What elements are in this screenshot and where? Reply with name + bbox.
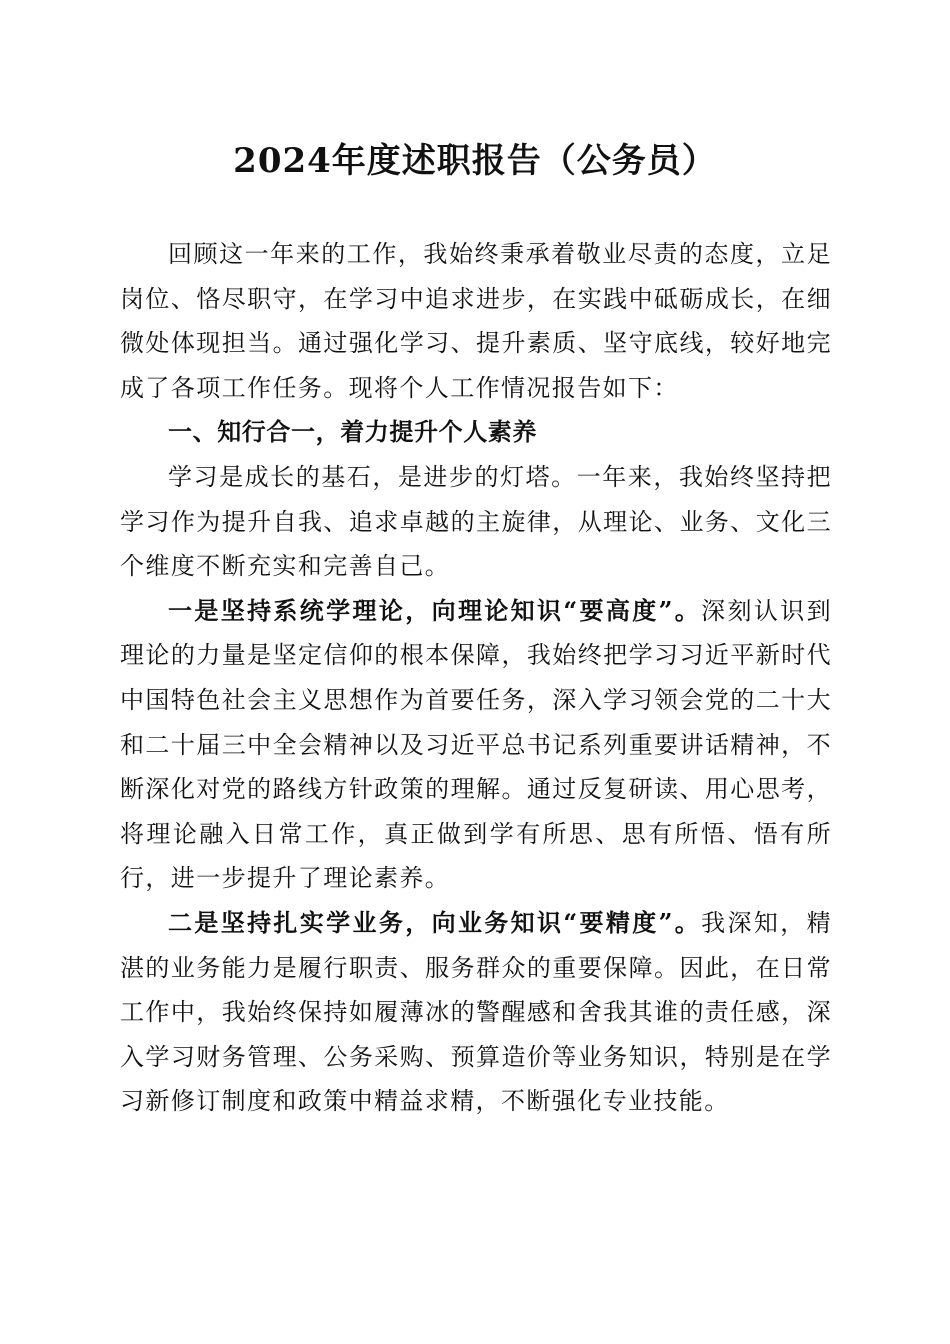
point-one-lead: 一是坚持系统学理论，向理论知识“要高度”。 <box>168 595 702 625</box>
section-intro-paragraph: 学习是成长的基石，是进步的灯塔。一年来，我始终坚持把学习作为提升自我、追求卓越的主旋律，从理论、业务、文化三个维度不断充实和完善自己。 <box>120 462 832 581</box>
document-body <box>120 232 832 1124</box>
point-two-lead: 二是坚持扎实学业务，向业务知识“要精度”。 <box>168 907 702 937</box>
document-title: 2024年度述职报告（公务员） <box>233 141 717 181</box>
point-one-paragraph <box>120 589 832 901</box>
point-two-body: 我深知，精湛的业务能力是履行职责、服务群众的重要保障。因此，在日常工作中，我始终保持如履薄冰的警醒感和舍我其谁的责任感，深入学习财务管理、公务采购、预算造价等业务知识，特别是在学习新修订制度和政策中精益求精，不断强化专业技能。 <box>120 908 832 1116</box>
section-heading: 一、知行合一，着力提升个人素养 <box>168 417 537 447</box>
intro-paragraph: 回顾这一年来的工作，我始终秉承着敬业尽责的态度，立足岗位、恪尽职守，在学习中追求进步，在实践中砥砺成长，在细微处体现担当。通过强化学习、提升素质、坚守底线，较好地完成了各项工作任务。现将个人工作情况报告如下： <box>120 240 832 402</box>
point-one-body: 深刻认识到理论的力量是坚定信仰的根本保障，我始终把学习习近平新时代中国特色社会主义思想作为首要任务，深入学习领会党的二十大和二十届三中全会精神以及习近平总书记系列重要讲话精神，不断深化对党的路线方针政策的理解。通过反复研读、用心思考，将理论融入日常工作，真正做到学有所思、思有所悟、悟有所行，进一步提升了理论素养。 <box>120 596 832 893</box>
point-two-paragraph <box>120 901 832 1124</box>
